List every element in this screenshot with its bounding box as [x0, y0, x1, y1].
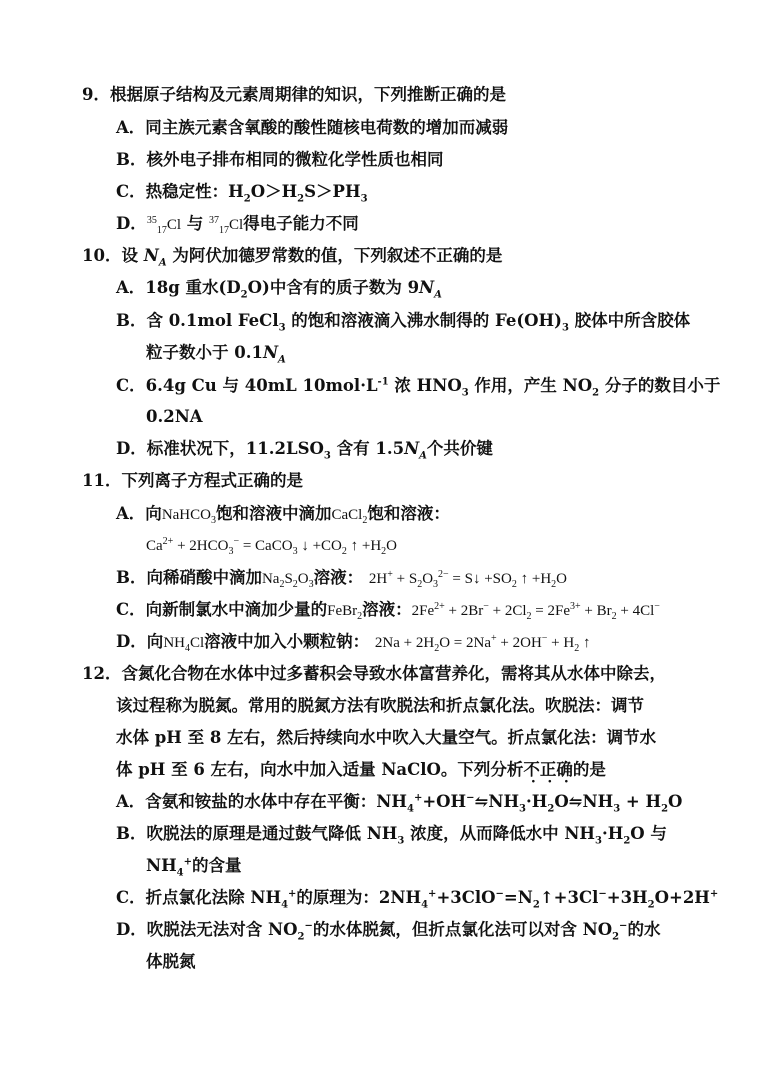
q10-option-b-line2: 粒子数小于 $0.1N_A$ — [146, 343, 286, 366]
q11-stem: 11．下列离子方程式正确的是 — [82, 471, 303, 490]
q10-option-a: A．18g 重水$(D_2O)$中含有的质子数为 $9N_A$ — [116, 278, 442, 301]
q9-option-d: D．$^{35}_{17}$Cl 与 $^{37}_{17}$Cl得电子能力不同 — [116, 214, 359, 236]
q11-option-d: D．向$NH_4Cl$溶液中加入小颗粒钠： $2Na + 2H_2O = 2Na^+ + 2OH^- + H_2$ ↑ — [116, 632, 591, 654]
q10-option-c-line1: C．6.4g Cu 与 40mL $10mol\cdot L^{-1}$ 浓 $HNO_3$ 作用，产生 $NO_2$ 分子的数目小于 — [116, 376, 721, 399]
q9-option-b: B．核外电子排布相同的微粒化学性质也相同 — [116, 150, 444, 169]
q11-option-b: B．向稀硝酸中滴加$Na_2S_2O_3$溶液： $2H^+ + S_2O_3^{2-}$ = S↓ $+SO_2$ ↑ $+H_2O$ — [116, 568, 567, 590]
q10-option-c-line2: 0.2NA — [146, 407, 203, 426]
q11-option-a-equation: $Ca^{2+} + 2HCO_3^-$ = CaCO$_3$ ↓ $+CO_2$ ↑ $+H_2O$ — [146, 536, 397, 557]
q11-option-a: A．向NaHCO$_3$饱和溶液中滴加CaCl$_2$饱和溶液： — [116, 504, 450, 526]
q12-stem-line2: 该过程称为脱氮。常用的脱氮方法有吹脱法和折点氯化法。吹脱法：调节 — [116, 696, 644, 715]
q12-option-c: C．折点氯化法除 $NH_4^+$的原理为：$2NH_4^++3ClO^-=N_2↑+3Cl^-+3H_2O+2H^+$ — [116, 888, 719, 911]
q10-stem: 10．设 $N_A$ 为阿伏加德罗常数的值，下列叙述不正确的是 — [82, 246, 503, 269]
q10-option-b-line1: B．含 0.1mol FeCl$_3$ 的饱和溶液滴入沸水制得的 $Fe(OH)_3$ 胶体中所含胶体 — [116, 311, 691, 334]
q12-stem-line4: 体 pH 至 6 左右，向水中加入适量 NaClO。下列分析不正确的是 — [116, 760, 606, 779]
q12-option-d-line2: 体脱氮 — [146, 952, 196, 971]
q12-option-a: A．含氨和铵盐的水体中存在平衡：$NH_4^++OH^-⇋NH_3\cdot H_2O⇋NH_3 + H_2O$ — [116, 792, 683, 815]
q12-option-b-line1: B．吹脱法的原理是通过鼓气降低 $NH_3$ 浓度，从而降低水中 $NH_3\cdot H_2O$ 与 — [116, 824, 667, 847]
q12-stem-line1: 12．含氮化合物在水体中过多蓄积会导致水体富营养化，需将其从水体中除去， — [82, 664, 666, 683]
q10-option-d: D．标准状况下，$11.2LSO_3$ 含有 $1.5N_A$个共价键 — [116, 439, 493, 462]
q12-stem-line3: 水体 pH 至 8 左右，然后持续向水中吹入大量空气。折点氯化法：调节水 — [116, 728, 657, 747]
q12-option-d-line1: D．吹脱法无法对含 $NO_2^-$的水体脱氮，但折点氯化法可以对含 $NO_2^-$的水 — [116, 920, 661, 943]
q9-option-c: C．热稳定性：$H_2O>H_2S>PH_3$ — [116, 182, 368, 205]
q9-option-a: A．同主族元素含氧酸的酸性随核电荷数的增加而减弱 — [116, 118, 509, 137]
q9-stem: 9．根据原子结构及元素周期律的知识，下列推断正确的是 — [82, 85, 506, 104]
q12-option-b-line2: $NH_4^+$的含量 — [146, 856, 242, 879]
q11-option-c: C．向新制氯水中滴加少量的FeBr$_2$溶液：$2Fe^{2+} + 2Br^- + 2Cl_2 = 2Fe^{3+} + Br_2 + 4Cl^-$ — [116, 600, 660, 622]
